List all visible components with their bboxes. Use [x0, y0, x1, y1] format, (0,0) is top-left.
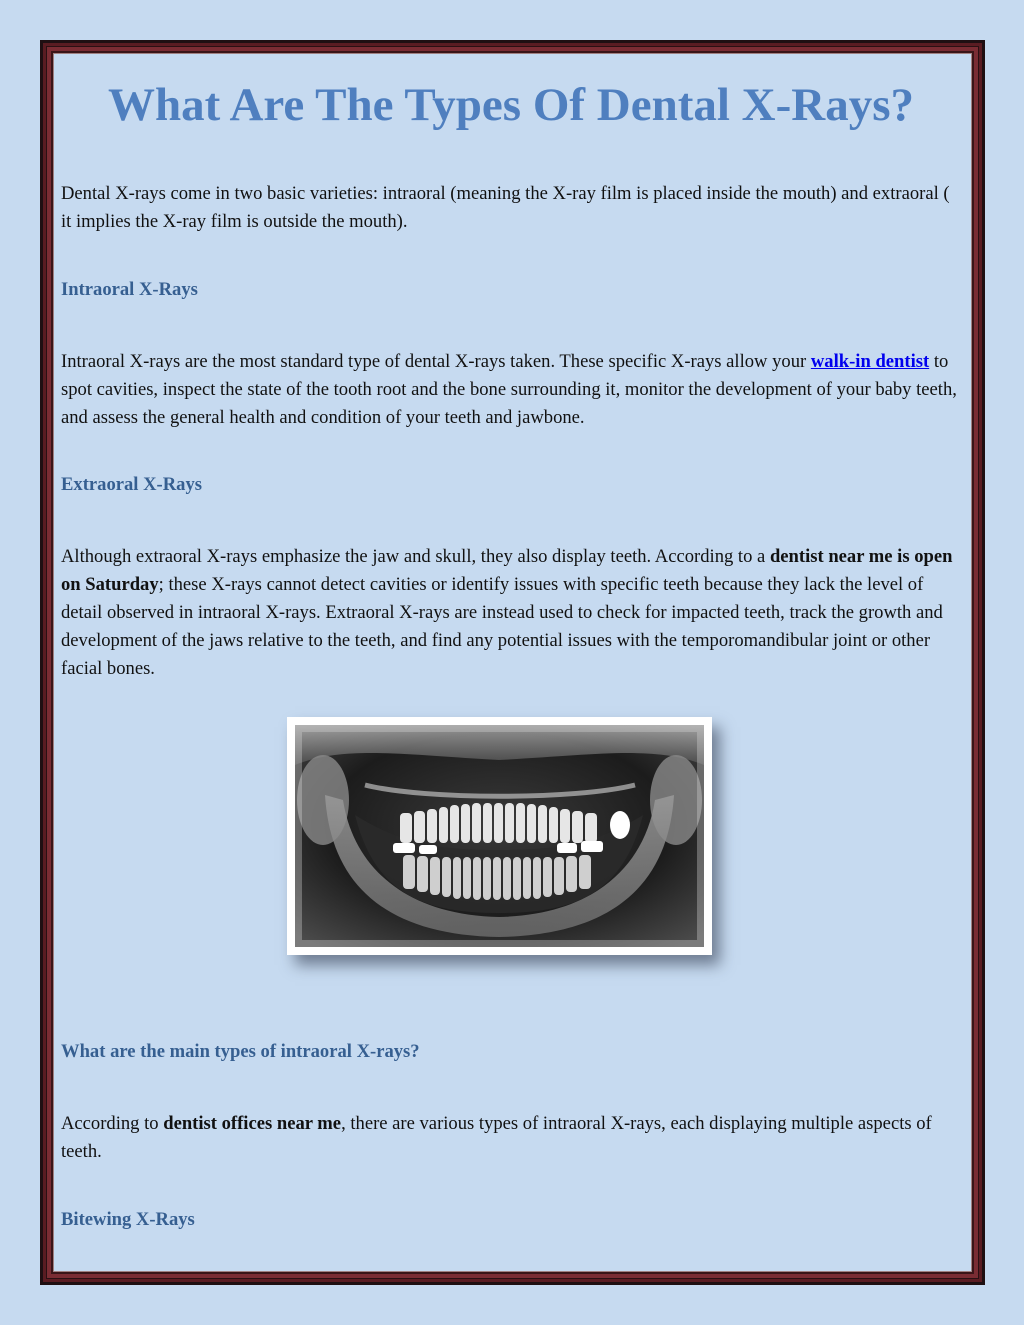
- extraoral-bold-phrase: dentist near me is open on Saturday: [61, 546, 953, 595]
- main-types-text-after: , there are various types of intraoral X-rays, each displaying multiple aspects of teeth.: [61, 1113, 932, 1162]
- walk-in-dentist-link[interactable]: walk-in dentist: [810, 351, 930, 372]
- extraoral-text-after: ; these X-rays cannot detect cavities or identify issues with specific teeth because they lack the level of detail observed in intraoral X-rays. Extraoral X-rays are instead used to check for impacted teeth, track the growth and development of the jaws relative to the teeth, and find any potential issues with the temporomandibular joint or other facial bones.: [61, 574, 943, 679]
- intraoral-paragraph: [61, 348, 961, 432]
- main-types-paragraph: [61, 1110, 961, 1166]
- heading-intraoral: Intraoral X-Rays: [61, 279, 198, 300]
- extraoral-text-before: Although extraoral X-rays emphasize the jaw and skull, they also display teeth. According to a: [61, 546, 770, 567]
- intraoral-text-before: Intraoral X-rays are the most standard type of dental X-rays taken. These specific X-rays allow your: [61, 351, 811, 372]
- heading-main-types: What are the main types of intraoral X-rays?: [61, 1041, 420, 1062]
- main-types-bold-phrase: dentist offices near me: [163, 1113, 342, 1134]
- xray-image-frame: [287, 717, 712, 955]
- extraoral-paragraph: [61, 543, 961, 683]
- intraoral-text-after: to spot cavities, inspect the state of the tooth root and the bone surrounding it, monitor the development of your baby teeth, and assess the general health and condition of your teeth and jawbone.: [61, 351, 957, 428]
- heading-extraoral: Extraoral X-Rays: [61, 474, 202, 495]
- intro-paragraph: Dental X-rays come in two basic varieties: intraoral (meaning the X-ray film is placed inside the mouth) and extraoral ( it implies the X-ray film is outside the mouth).: [61, 183, 950, 232]
- document-body: [61, 70, 961, 1230]
- main-types-text-before: According to: [61, 1113, 164, 1134]
- heading-bitewing: Bitewing X-Rays: [61, 1209, 195, 1230]
- page-title: What Are The Types Of Dental X-Rays?: [108, 79, 914, 131]
- panoramic-dental-xray-image: [295, 725, 704, 947]
